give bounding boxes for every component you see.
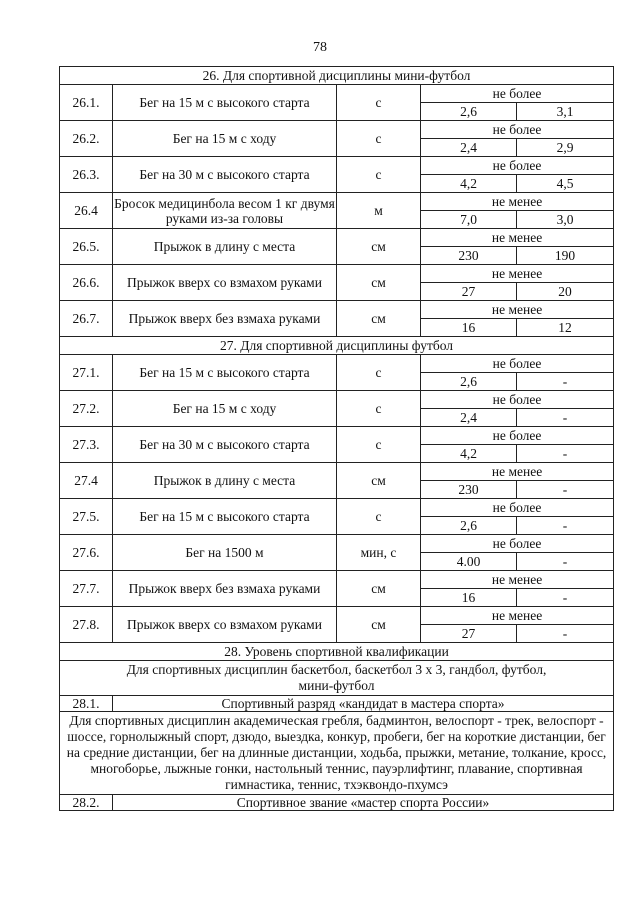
row-number: 27.4 <box>60 463 113 499</box>
group-1-row <box>60 661 614 696</box>
condition: не менее <box>421 571 614 589</box>
value-2: - <box>517 481 614 499</box>
table-row <box>60 427 614 445</box>
row-number: 27.1. <box>60 355 113 391</box>
group-1-text: Для спортивных дисциплин баскетбол, баскетбол 3 x 3, гандбол, футбол, мини-футбол <box>60 661 614 696</box>
row-number: 26.4 <box>60 193 113 229</box>
value-2: - <box>517 517 614 535</box>
unit: см <box>337 265 421 301</box>
row-number: 26.7. <box>60 301 113 337</box>
page-number: 78 <box>313 40 327 55</box>
value-2: - <box>517 373 614 391</box>
value-1: 2,6 <box>421 373 517 391</box>
qualification-text: Спортивное звание «мастер спорта России» <box>113 795 614 811</box>
row-number: 27.7. <box>60 571 113 607</box>
value-1: 2,6 <box>421 103 517 121</box>
exercise-name: Прыжок вверх со взмахом руками <box>113 265 337 301</box>
unit: см <box>337 571 421 607</box>
condition: не менее <box>421 301 614 319</box>
value-1: 27 <box>421 625 517 643</box>
condition: не менее <box>421 193 614 211</box>
exercise-name: Бег на 1500 м <box>113 535 337 571</box>
exercise-name: Прыжок вверх со взмахом руками <box>113 607 337 643</box>
unit: см <box>337 607 421 643</box>
condition: не менее <box>421 463 614 481</box>
exercise-name: Прыжок вверх без взмаха руками <box>113 301 337 337</box>
exercise-name: Бег на 30 м с высокого старта <box>113 427 337 463</box>
section-26-title: 26. Для спортивной дисциплины мини-футбол <box>60 67 614 85</box>
value-1: 2,4 <box>421 409 517 427</box>
condition: не менее <box>421 229 614 247</box>
value-1: 230 <box>421 247 517 265</box>
table-row <box>60 301 614 319</box>
unit: см <box>337 463 421 499</box>
value-2: 20 <box>517 283 614 301</box>
unit: с <box>337 157 421 193</box>
row-number: 27.2. <box>60 391 113 427</box>
section-27-title: 27. Для спортивной дисциплины футбол <box>60 337 614 355</box>
exercise-name: Прыжок вверх без взмаха руками <box>113 571 337 607</box>
table-row <box>60 571 614 589</box>
condition: не более <box>421 121 614 139</box>
table-row <box>60 121 614 139</box>
section-27-title-row <box>60 337 614 355</box>
section-26-title-row <box>60 67 614 85</box>
unit: с <box>337 121 421 157</box>
unit: с <box>337 391 421 427</box>
row-number: 26.5. <box>60 229 113 265</box>
value-2: 3,0 <box>517 211 614 229</box>
unit: см <box>337 301 421 337</box>
condition: не менее <box>421 607 614 625</box>
exercise-name: Бег на 15 м с ходу <box>113 391 337 427</box>
condition: не более <box>421 355 614 373</box>
exercise-name: Бег на 15 м с ходу <box>113 121 337 157</box>
condition: не менее <box>421 265 614 283</box>
condition: не более <box>421 535 614 553</box>
value-2: 4,5 <box>517 175 614 193</box>
exercise-name: Бег на 15 м с высокого старта <box>113 355 337 391</box>
value-1: 4.00 <box>421 553 517 571</box>
row-number: 27.3. <box>60 427 113 463</box>
value-1: 16 <box>421 589 517 607</box>
table-row <box>60 157 614 175</box>
condition: не более <box>421 85 614 103</box>
unit: с <box>337 355 421 391</box>
table-row <box>60 193 614 211</box>
exercise-name: Бег на 15 м с высокого старта <box>113 499 337 535</box>
unit: см <box>337 229 421 265</box>
row-number: 27.6. <box>60 535 113 571</box>
value-1: 2,6 <box>421 517 517 535</box>
row-number: 26.2. <box>60 121 113 157</box>
exercise-name: Прыжок в длину с места <box>113 229 337 265</box>
group-2-text: Для спортивных дисциплин академическая гребля, бадминтон, велоспорт - трек, велоспорт - шоссе, горнолыжный спорт, дзюдо, выездка, конкур, пробеги, бег на короткие дистанции, бег на средние дистанции, бег на длинные дистанции, ходьба, прыжки, метание, толкание, кросс, многоборье, лыжные гонки, настольный теннис, пауэрлифтинг, плавание, спортивная гимнастика, теннис, тхэквондо-пхумсэ <box>60 712 614 795</box>
unit: м <box>337 193 421 229</box>
value-1: 230 <box>421 481 517 499</box>
unit: мин, с <box>337 535 421 571</box>
table-row <box>60 535 614 553</box>
value-2: 3,1 <box>517 103 614 121</box>
table-row <box>60 607 614 625</box>
value-2: - <box>517 553 614 571</box>
value-2: 190 <box>517 247 614 265</box>
condition: не более <box>421 427 614 445</box>
row-number: 27.8. <box>60 607 113 643</box>
exercise-name: Бросок медицинбола весом 1 кг двумя руками из-за головы <box>113 193 337 229</box>
value-1: 4,2 <box>421 175 517 193</box>
condition: не более <box>421 499 614 517</box>
value-2: 2,9 <box>517 139 614 157</box>
unit: с <box>337 85 421 121</box>
qualification-row-28-1 <box>60 696 614 712</box>
value-1: 16 <box>421 319 517 337</box>
exercise-name: Бег на 15 м с высокого старта <box>113 85 337 121</box>
row-number: 26.1. <box>60 85 113 121</box>
exercise-name: Прыжок в длину с места <box>113 463 337 499</box>
value-2: - <box>517 625 614 643</box>
row-number: 27.5. <box>60 499 113 535</box>
exercise-name: Бег на 30 м с высокого старта <box>113 157 337 193</box>
table-row <box>60 463 614 481</box>
table-row <box>60 391 614 409</box>
value-1: 27 <box>421 283 517 301</box>
table-row <box>60 499 614 517</box>
value-2: - <box>517 589 614 607</box>
value-2: - <box>517 445 614 463</box>
table-row <box>60 265 614 283</box>
table-row <box>60 355 614 373</box>
row-number: 26.3. <box>60 157 113 193</box>
standards-table-body <box>60 67 614 811</box>
value-2: 12 <box>517 319 614 337</box>
table-row <box>60 229 614 247</box>
group-2-row <box>60 712 614 795</box>
value-1: 2,4 <box>421 139 517 157</box>
row-number: 28.2. <box>60 795 113 811</box>
standards-table <box>59 66 614 811</box>
row-number: 26.6. <box>60 265 113 301</box>
value-1: 4,2 <box>421 445 517 463</box>
unit: с <box>337 427 421 463</box>
section-28-title: 28. Уровень спортивной квалификации <box>60 643 614 661</box>
value-2: - <box>517 409 614 427</box>
qualification-text: Спортивный разряд «кандидат в мастера спорта» <box>113 696 614 712</box>
unit: с <box>337 499 421 535</box>
row-number: 28.1. <box>60 696 113 712</box>
value-1: 7,0 <box>421 211 517 229</box>
condition: не более <box>421 391 614 409</box>
section-28-title-row <box>60 643 614 661</box>
qualification-row-28-2 <box>60 795 614 811</box>
condition: не более <box>421 157 614 175</box>
table-row <box>60 85 614 103</box>
